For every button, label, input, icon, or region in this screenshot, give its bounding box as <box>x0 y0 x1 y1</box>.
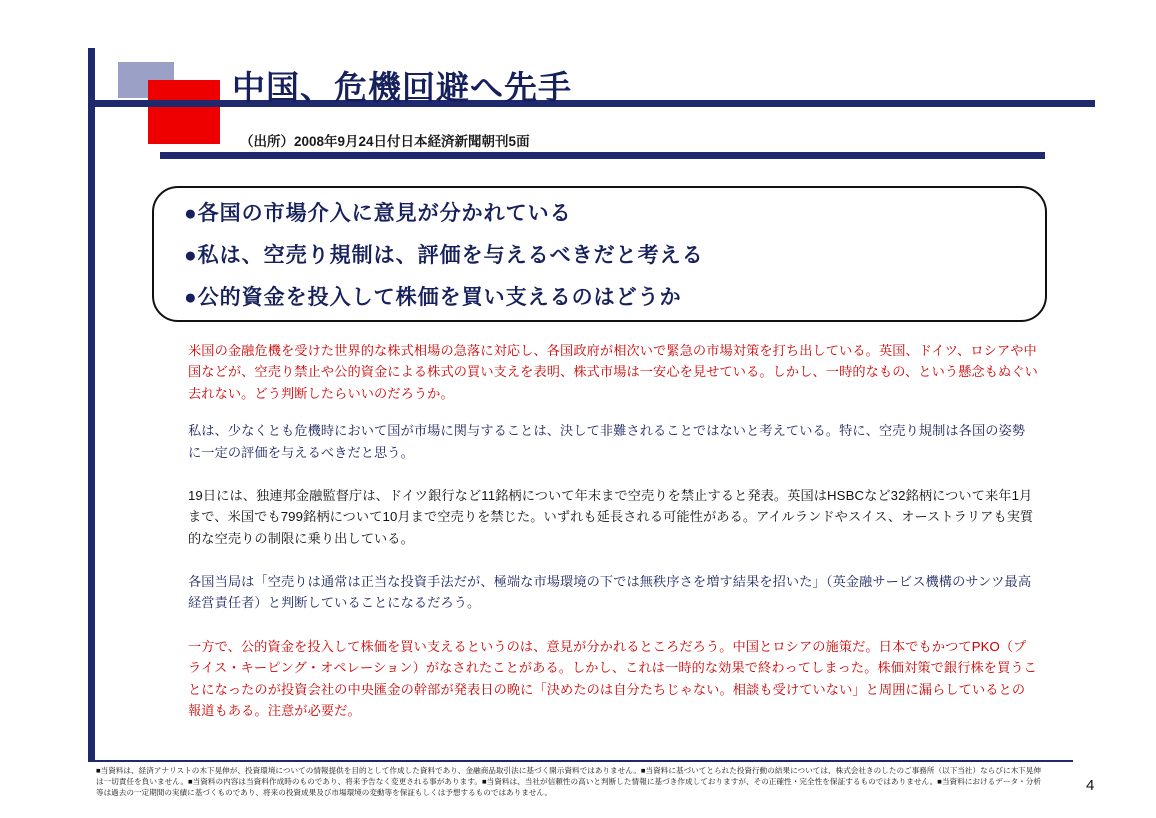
header-red-block <box>148 80 220 144</box>
source-underline-bar <box>160 152 1045 159</box>
page-number: 4 <box>1086 777 1095 794</box>
body-text <box>188 340 1038 737</box>
left-vertical-rule <box>88 48 95 760</box>
footer-divider <box>88 760 1073 762</box>
body-paragraph: 米国の金融危機を受けた世界的な株式相場の急落に対応し、各国政府が相次いで緊急の市場対策を打ち出している。英国、ドイツ、ロシアや中国などが、空売り禁止や公的資金による株式の買い支えを表明、株式市場は一安心を見せている。しかし、一時的なもの、という懸念もぬぐい去れない。どう判断したらいいのだろうか。 <box>188 343 1038 401</box>
source-citation: （出所）2008年9月24日付日本経済新聞朝刊5面 <box>240 134 530 149</box>
callout-item: ●公的資金を投入して株価を買い支えるのはどうか <box>184 286 682 309</box>
callout-item: ●私は、空売り規制は、評価を与えるべきだと考える <box>184 244 704 267</box>
page-title: 中国、危機回避へ先手 <box>232 69 572 106</box>
body-paragraph: 19日には、独連邦金融監督庁は、ドイツ銀行など11銘柄について年末まで空売りを禁止すると発表。英国はHSBCなど32銘柄について来年1月まで、米国でも799銘柄について10月まで空売りを禁じた。いずれも延長される可能性がある。アイルランドやスイス、オーストラリアも実質的な空売りの制限に乗り出している。 <box>188 487 1034 546</box>
body-paragraph: 一方で、公的資金を投入して株価を買い支えるというのは、意見が分かれるところだろう。中国とロシアの施策だ。日本でもかつてPKO（プライス・キーピング・オペレーション）がなされたことがある。しかし、これは一時的な効果で終わってしまった。株価対策で銀行株を買うことになったのが投資会社の中央匯金の幹部が発表日の晩に「決めたのは自分たちじゃない。相談も受けていない」と周囲に漏らしているとの報道もある。注意が必要だ。 <box>188 638 1037 718</box>
body-paragraph: 私は、少なくとも危機時において国が市場に関与することは、決して非難されることではないと考えている。特に、空売り規制は各国の姿勢に一定の評価を与えるべきだと思う。 <box>188 423 1026 460</box>
footer-disclaimer: ■当資料は、経済アナリストの木下晃伸が、投資環境についての情報提供を目的として作成した資料であり、金融商品取引法に基づく開示資料ではありません。■当資料に基づいてとられた投資行動の結果については、株式会社きのしたのご事務所（以下当社）ならびに木下晃伸は一切責任を負いません。■当資料の内容は当資料作成時のものであり、将来予告なく変更される事があります。■当資料は、当社が信頼性の高いと判断した情報に基づき作成しておりますが、その正確性・完全性を保証するものではありません。■当資料におけるデータ・分析等は過去の一定期間の実績に基づくものであり、将来の投資成果及び市場環境の変動等を保証もしくは予想するものではありません。 <box>96 766 1041 797</box>
body-paragraph: 各国当局は「空売りは通常は正当な投資手法だが、極端な市場環境の下では無秩序さを増す結果を招いた」（英金融サービス機構のサンツ最高経営責任者）と判断していることになるだろう。 <box>188 574 1032 611</box>
callout-list <box>184 203 1024 329</box>
callout-item: ●各国の市場介入に意見が分かれている <box>184 202 572 225</box>
